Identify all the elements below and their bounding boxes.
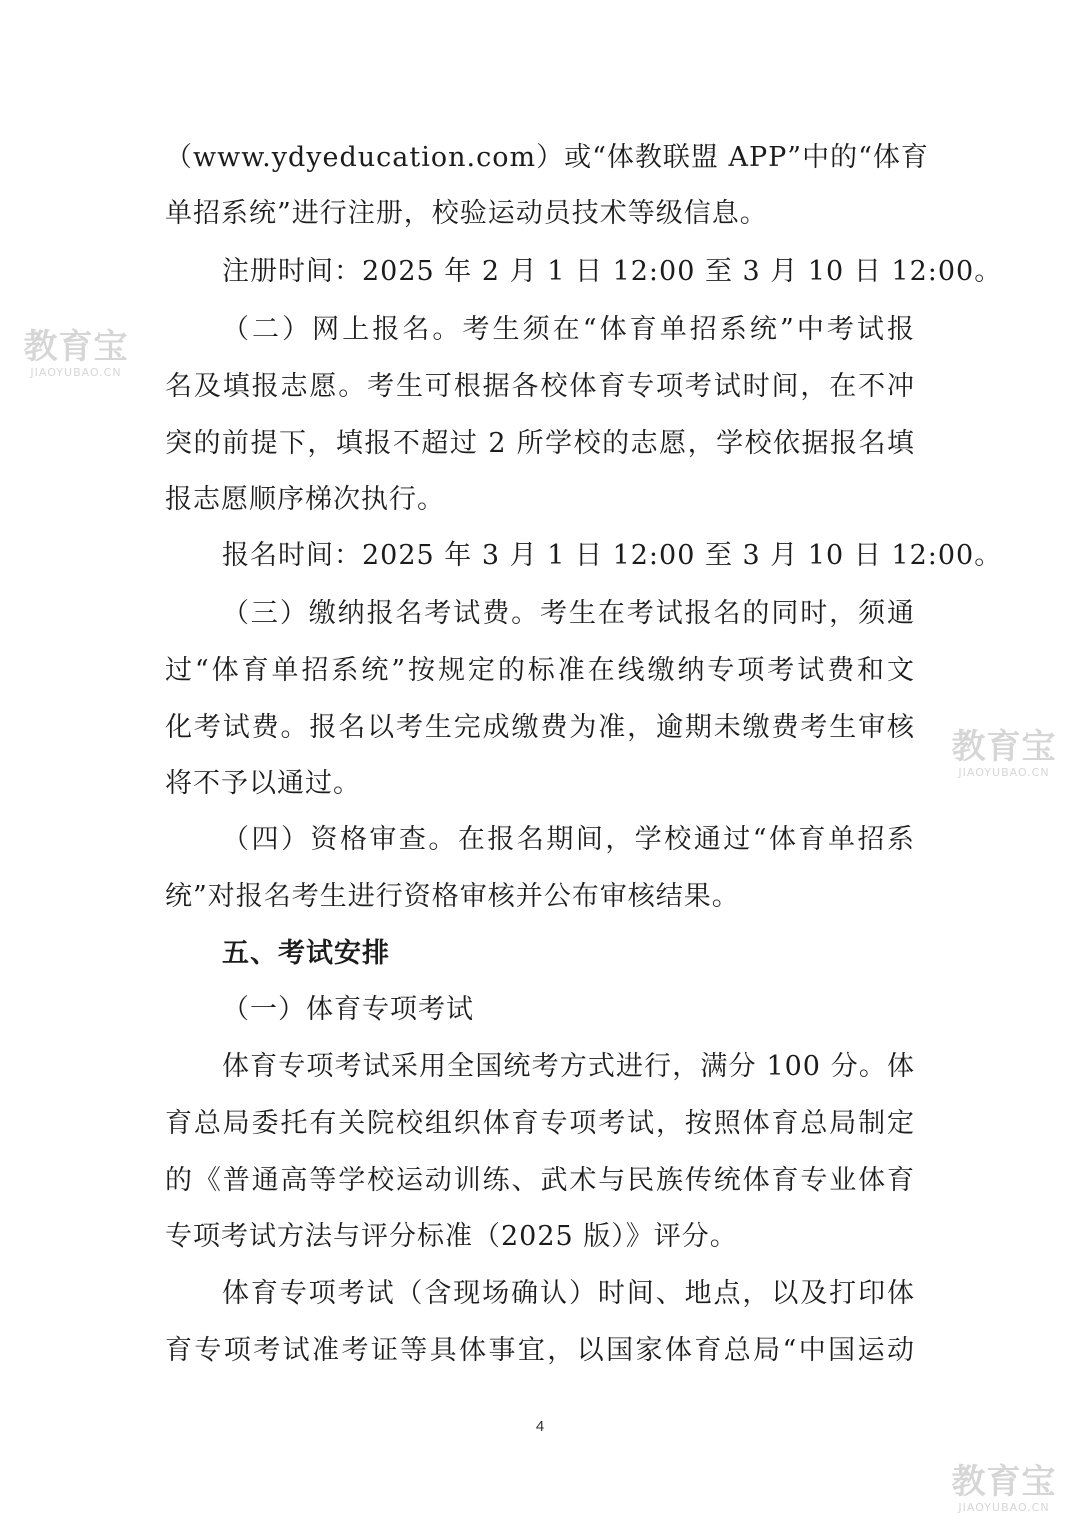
paragraph-line: 体育专项考试（含现场确认）时间、地点，以及打印体 — [222, 1278, 915, 1309]
watermark-text: 教育宝 — [951, 1462, 1057, 1502]
paragraph-line: 统”对报名考生进行资格审核并公布审核结果。 — [165, 881, 740, 912]
paragraph-line: （三）缴纳报名考试费。考生在考试报名的同时，须通 — [222, 598, 915, 629]
paragraph-line: 过“体育单招系统”按规定的标准在线缴纳专项考试费和文 — [165, 655, 915, 686]
subsection-heading: （一）体育专项考试 — [222, 994, 474, 1025]
page-number: 4 — [535, 1418, 545, 1435]
section-heading: 五、考试安排 — [222, 938, 390, 969]
paragraph-line: 化考试费。报名以考生完成缴费为准，逾期未缴费考生审核 — [165, 712, 915, 743]
paragraph-line: 育总局委托有关院校组织体育专项考试，按照体育总局制定 — [165, 1108, 915, 1139]
watermark-text: 教育宝 — [951, 727, 1057, 767]
watermark-logo — [6, 328, 146, 380]
paragraph-line: 的《普通高等学校运动训练、武术与民族传统体育专业体育 — [165, 1165, 915, 1196]
paragraph-line: （www.ydyeducation.com）或“体教联盟 APP”中的“体育 — [165, 142, 929, 173]
paragraph-line: 育专项考试准考证等具体事宜，以国家体育总局“中国运动 — [165, 1335, 915, 1366]
watermark-text: 教育宝 — [23, 327, 129, 367]
paragraph-line: 报名时间：2025 年 3 月 1 日 12:00 至 3 月 10 日 12:00。 — [222, 540, 1003, 571]
watermark-logo — [934, 1463, 1074, 1515]
paragraph-line: 单招系统”进行注册，校验运动员技术等级信息。 — [165, 198, 768, 229]
watermark-domain: JIAOYUBAO.CN — [958, 766, 1050, 779]
watermark-domain: JIAOYUBAO.CN — [30, 366, 122, 379]
paragraph-line: 突的前提下，填报不超过 2 所学校的志愿，学校依据报名填 — [165, 428, 915, 459]
paragraph-line: （四）资格审查。在报名期间，学校通过“体育单招系 — [222, 824, 915, 855]
watermark-domain: JIAOYUBAO.CN — [958, 1501, 1050, 1514]
paragraph-line: 报志愿顺序梯次执行。 — [165, 484, 445, 515]
paragraph-line: 名及填报志愿。考生可根据各校体育专项考试时间，在不冲 — [165, 371, 915, 402]
paragraph-line: 注册时间：2025 年 2 月 1 日 12:00 至 3 月 10 日 12:00。 — [222, 256, 1003, 287]
paragraph-line: （二）网上报名。考生须在“体育单招系统”中考试报 — [222, 314, 915, 345]
watermark-logo — [934, 728, 1074, 780]
paragraph-line: 体育专项考试采用全国统考方式进行，满分 100 分。体 — [222, 1051, 915, 1082]
paragraph-line: 将不予以通过。 — [165, 768, 361, 799]
paragraph-line: 专项考试方法与评分标准（2025 版）》评分。 — [165, 1221, 738, 1252]
